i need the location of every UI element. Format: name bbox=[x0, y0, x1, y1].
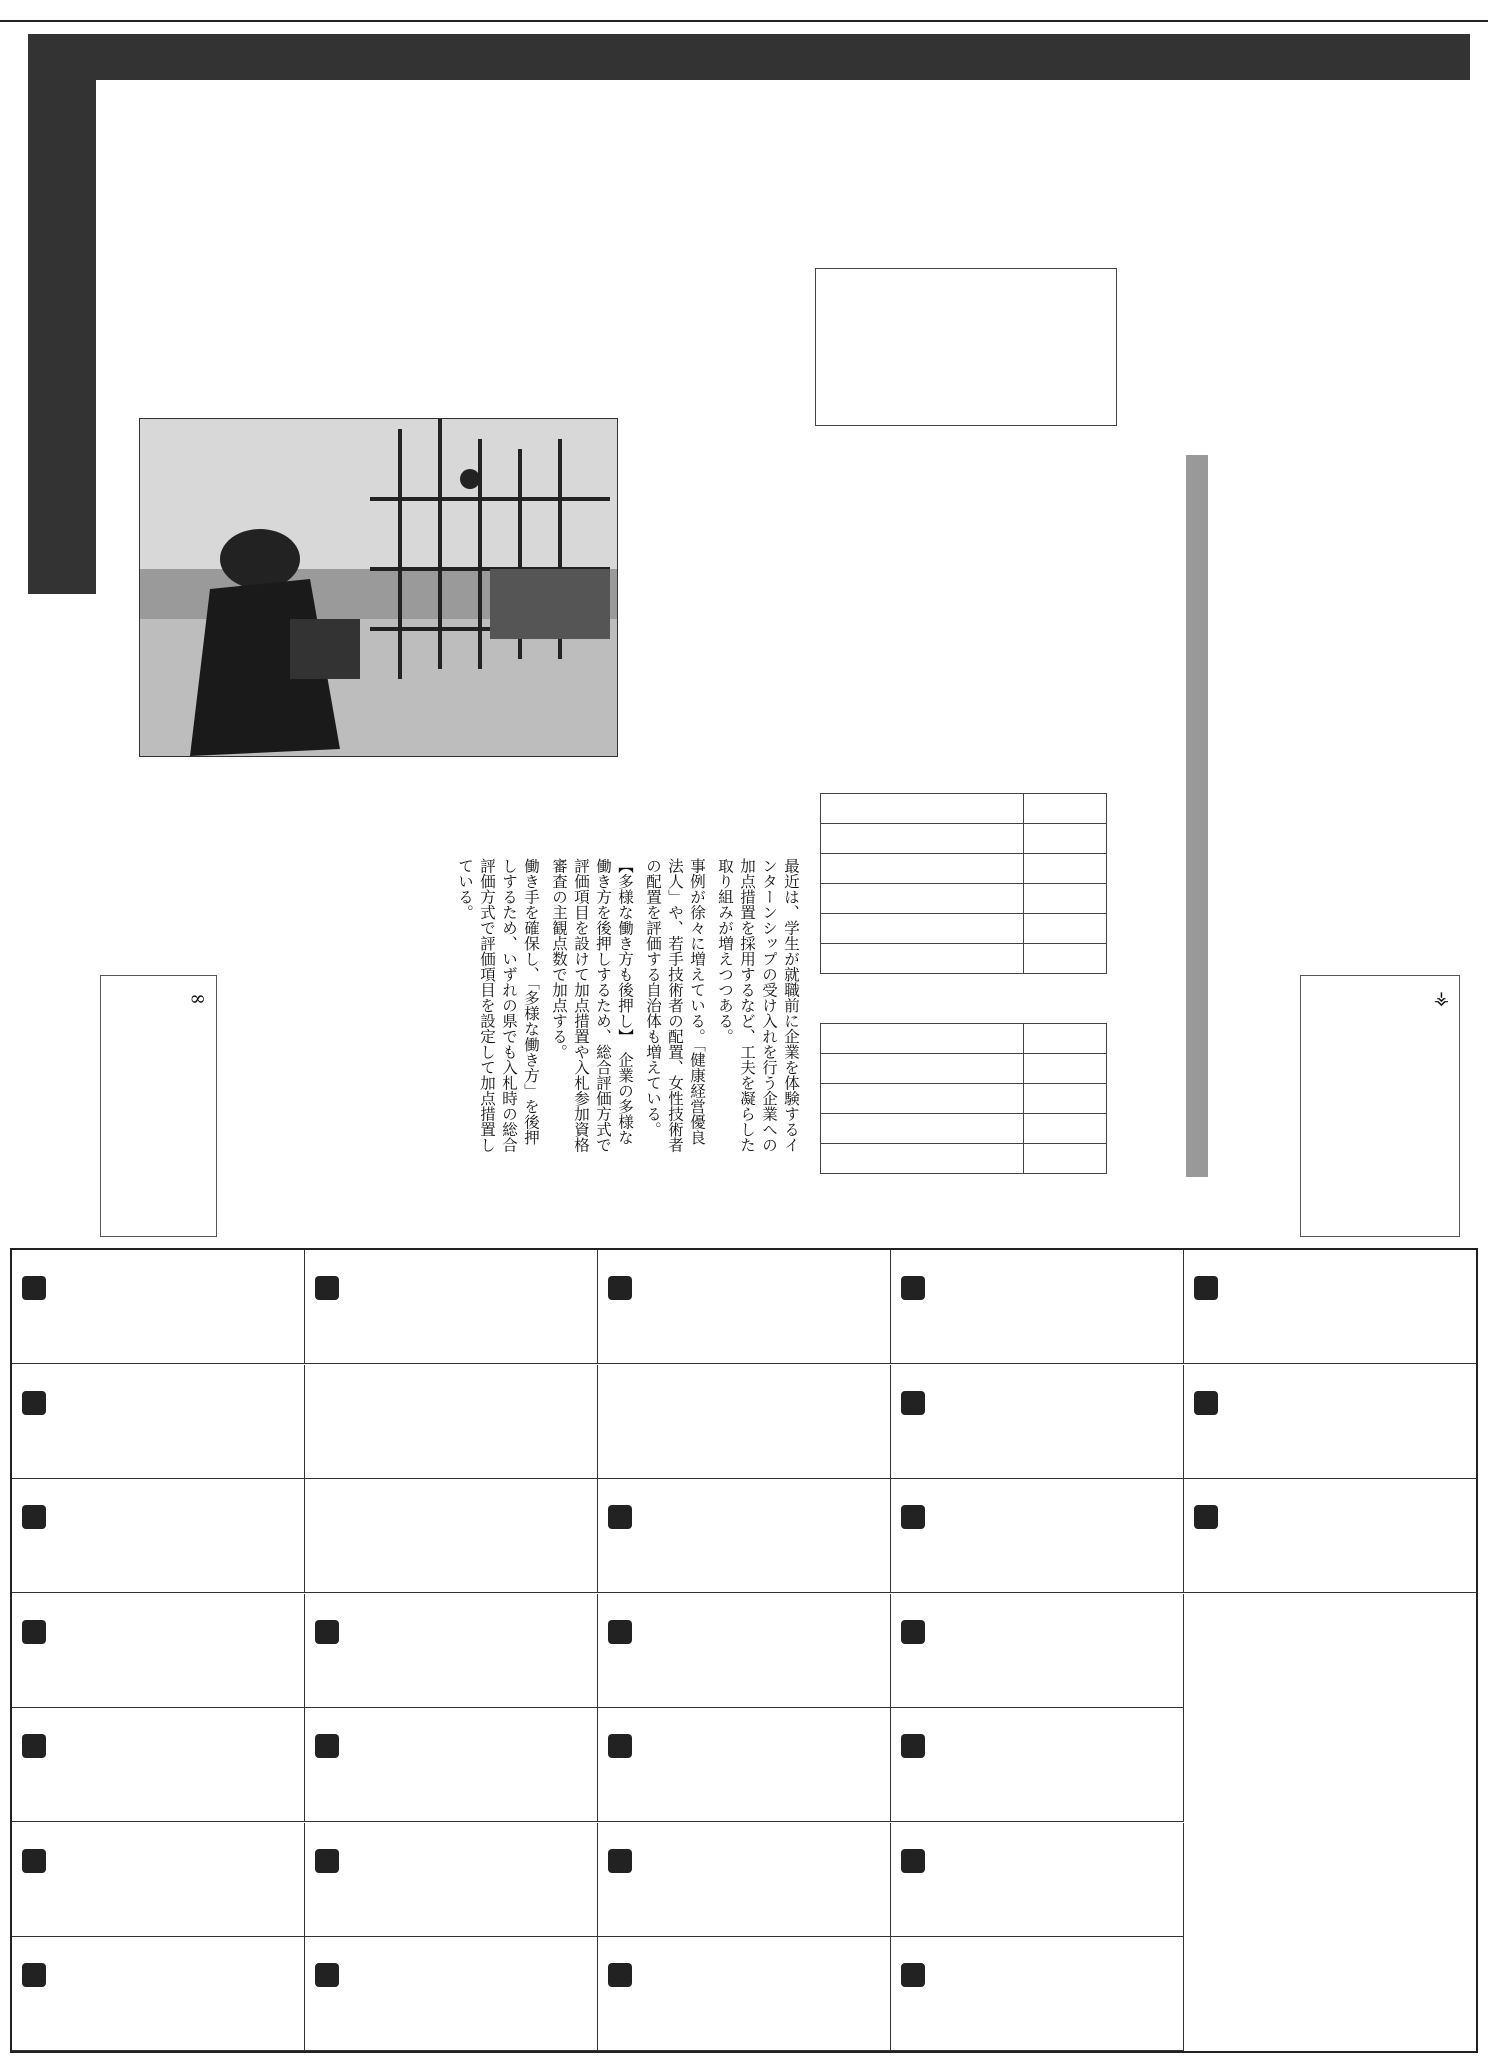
ccus-table bbox=[820, 1023, 1107, 1174]
company-logo-icon bbox=[608, 1276, 632, 1300]
company-logo-icon bbox=[315, 1276, 339, 1300]
ad-cell bbox=[891, 1937, 1184, 2051]
ad-electrical-union bbox=[100, 975, 217, 1237]
ad-cell bbox=[891, 1250, 1184, 1364]
ad-cell bbox=[598, 1823, 891, 1937]
ad-cell bbox=[598, 1708, 891, 1822]
ad-cell bbox=[891, 1594, 1184, 1708]
table-weekly-two-days bbox=[820, 793, 1107, 984]
housing-logo-icon: ⚶ bbox=[1433, 988, 1449, 1009]
ad-cell bbox=[12, 1365, 305, 1479]
row-label bbox=[821, 824, 1024, 854]
body-text: 事例が徐々に増えている。「健康経営優良法人」や、若手技術者の配置、女性技術者の配置を評価する自治体も増えている。 bbox=[644, 858, 706, 1153]
row-label bbox=[821, 944, 1024, 974]
row-label bbox=[821, 884, 1024, 914]
body-col-b bbox=[800, 436, 1025, 776]
company-logo-icon bbox=[608, 1963, 632, 1987]
row-value bbox=[1024, 1054, 1107, 1084]
row-value bbox=[1024, 914, 1107, 944]
grey-accent-bar bbox=[1186, 455, 1208, 1177]
row-value bbox=[1024, 884, 1107, 914]
ad-cell bbox=[305, 1250, 598, 1364]
company-logo-icon bbox=[1194, 1391, 1218, 1415]
row-value bbox=[1024, 1144, 1107, 1174]
ad-cell bbox=[1184, 1479, 1477, 1593]
table-ccus bbox=[820, 1023, 1107, 1188]
company-logo-icon bbox=[315, 1963, 339, 1987]
company-logo-icon bbox=[22, 1620, 46, 1644]
row-label bbox=[821, 1084, 1024, 1114]
lower-col-a bbox=[226, 858, 490, 1158]
ad-cell bbox=[891, 1823, 1184, 1937]
body-text: 【多様な働き方も後押し】 企業の多様な働き方を後押しするため、総合評価方式で評価項目を設けて加点措置や入札参加資格審査の主観点数で加点する。 bbox=[550, 858, 634, 1153]
company-logo-icon bbox=[901, 1276, 925, 1300]
company-logo-icon bbox=[901, 1505, 925, 1529]
table-row bbox=[821, 914, 1107, 944]
table-row bbox=[821, 1024, 1107, 1054]
ad-cell bbox=[1184, 1365, 1477, 1479]
table-row bbox=[821, 1114, 1107, 1144]
company-logo-icon bbox=[608, 1734, 632, 1758]
ad-cell bbox=[891, 1708, 1184, 1822]
ad-cell bbox=[598, 1250, 891, 1364]
row-label bbox=[821, 914, 1024, 944]
page-header bbox=[0, 0, 1488, 22]
company-logo-icon bbox=[608, 1849, 632, 1873]
ad-cell bbox=[12, 1823, 305, 1937]
table-row bbox=[821, 1144, 1107, 1174]
company-logo-icon bbox=[315, 1849, 339, 1873]
ad-cell bbox=[305, 1365, 598, 1479]
company-logo-icon bbox=[22, 1734, 46, 1758]
ad-cell bbox=[12, 1479, 305, 1593]
row-value bbox=[1024, 1024, 1107, 1054]
company-logo-icon bbox=[22, 1849, 46, 1873]
ad-cell bbox=[1184, 1250, 1477, 1364]
company-logo-icon bbox=[22, 1276, 46, 1300]
ad-housing-inspection bbox=[1300, 975, 1460, 1237]
table-row bbox=[821, 1084, 1107, 1114]
company-logo-icon bbox=[901, 1620, 925, 1644]
row-label bbox=[821, 1054, 1024, 1084]
body-text: 最近は、学生が就職前に企業を体験するインターンシップの受け入れを行う企業への加点措置を採用するなど、工夫を凝らした取り組みが増えつつある。 bbox=[716, 858, 800, 1153]
row-value bbox=[1024, 794, 1107, 824]
advertisement-grid bbox=[10, 1248, 1478, 2053]
ad-cell bbox=[598, 1937, 891, 2051]
company-logo-icon bbox=[22, 1391, 46, 1415]
ad-cell bbox=[12, 1708, 305, 1822]
ad-cell bbox=[305, 1594, 598, 1708]
company-logo-icon bbox=[608, 1505, 632, 1529]
row-value bbox=[1024, 1114, 1107, 1144]
row-label bbox=[821, 1144, 1024, 1174]
company-logo-icon bbox=[608, 1620, 632, 1644]
company-logo-icon bbox=[901, 1391, 925, 1415]
row-value bbox=[1024, 824, 1107, 854]
left-decor-bar bbox=[28, 34, 96, 594]
construction-photo bbox=[139, 418, 618, 757]
weekly-two-days-table bbox=[820, 793, 1107, 974]
company-logo-icon bbox=[1194, 1276, 1218, 1300]
ad-cell bbox=[305, 1708, 598, 1822]
row-value bbox=[1024, 1084, 1107, 1114]
table-row bbox=[821, 854, 1107, 884]
company-logo-icon bbox=[22, 1963, 46, 1987]
row-label bbox=[821, 1114, 1024, 1144]
worker-photo-illustration bbox=[140, 419, 617, 756]
company-logo-icon bbox=[901, 1734, 925, 1758]
ad-cell bbox=[12, 1937, 305, 2051]
body-col-c bbox=[1028, 436, 1146, 776]
table-row bbox=[821, 1054, 1107, 1084]
body-col-a bbox=[620, 418, 798, 778]
ad-cell bbox=[598, 1594, 891, 1708]
survey-note-box bbox=[815, 268, 1117, 426]
company-logo-icon bbox=[315, 1620, 339, 1644]
company-logo-icon bbox=[901, 1963, 925, 1987]
ad-cell bbox=[305, 1937, 598, 2051]
ad-cell bbox=[305, 1823, 598, 1937]
union-logo-icon: ∞ bbox=[189, 986, 206, 1010]
company-logo-icon bbox=[315, 1734, 339, 1758]
ad-cell bbox=[305, 1479, 598, 1593]
company-logo-icon bbox=[1194, 1505, 1218, 1529]
row-label bbox=[821, 794, 1024, 824]
row-value bbox=[1024, 854, 1107, 884]
company-logo-icon bbox=[22, 1505, 46, 1529]
lower-col-b bbox=[456, 858, 802, 1158]
table-row bbox=[821, 824, 1107, 854]
ad-cell bbox=[598, 1479, 891, 1593]
table-row bbox=[821, 794, 1107, 824]
row-label bbox=[821, 854, 1024, 884]
body-text: 働き手を確保し、「多様な働き方」を後押しするため、いずれの県でも入札時の総合評価方式で評価項目を設定して加点措置している。 bbox=[456, 858, 540, 1153]
row-label bbox=[821, 1024, 1024, 1054]
ad-cell bbox=[12, 1250, 305, 1364]
ad-cell bbox=[598, 1365, 891, 1479]
company-logo-icon bbox=[901, 1849, 925, 1873]
table-row bbox=[821, 944, 1107, 974]
row-value bbox=[1024, 944, 1107, 974]
ad-cell bbox=[12, 1594, 305, 1708]
ad-cell bbox=[891, 1479, 1184, 1593]
feature-banner bbox=[96, 34, 1470, 80]
table-row bbox=[821, 884, 1107, 914]
ad-cell bbox=[891, 1365, 1184, 1479]
